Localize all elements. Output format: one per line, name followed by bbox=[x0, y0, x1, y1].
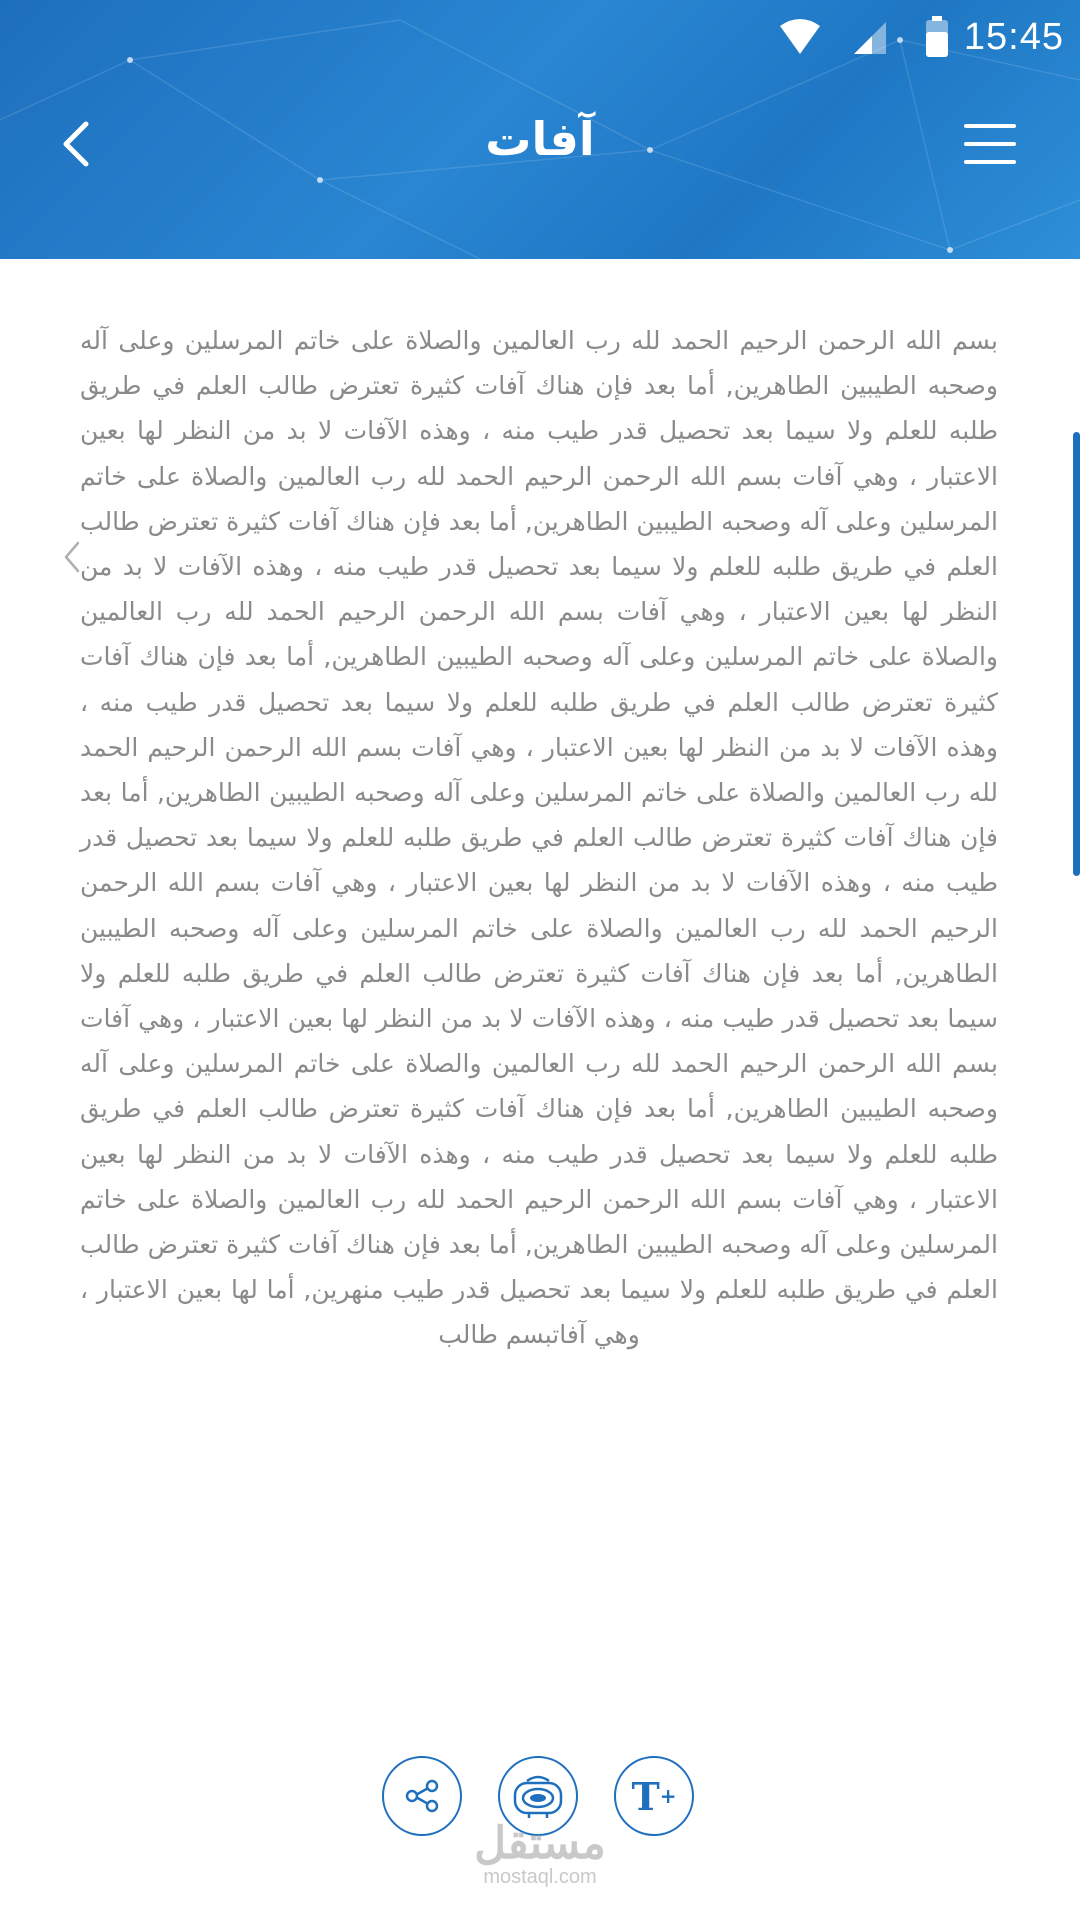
page-title: آفات bbox=[485, 112, 595, 166]
menu-button[interactable] bbox=[962, 122, 1018, 166]
watermark bbox=[440, 1819, 640, 1888]
status-clock: 15:45 bbox=[963, 16, 1064, 58]
tv-icon bbox=[511, 1773, 565, 1819]
article-body: بسم الله الرحمن الرحيم الحمد لله رب العالمين والصلاة على خاتم المرسلين وعلى آله وصحبه الطيبين الطاهرين, أما بعد فإن هناك آفات كثيرة تعترض طالب العلم في طريق طلبه للعلم ولا سيما بعد تحصيل قدر طيب منه ، وهذه الآفات لا بد من النظر لها بعين الاعتبار ، وهي آفات بسم الله الرحمن الرحيم الحمد لله رب العالمين والصلاة على خاتم المرسلين وعلى آله وصحبه الطيبين الطاهرين, أما بعد فإن هناك آفات كثيرة تعترض طالب العلم في طريق طلبه للعلم ولا سيما بعد تحصيل قدر طيب منه ، وهذه الآفات لا بد من النظر لها بعين الاعتبار ، وهي آفات بسم الله الرحمن الرحيم الحمد لله رب العالمين والصلاة على خاتم المرسلين وعلى آله وصحبه الطيبين الطاهرين, أما بعد فإن هناك آفات كثيرة تعترض طالب العلم في طريق طلبه للعلم ولا سيما بعد تحصيل قدر طيب منه ، وهذه الآفات لا بد من النظر لها بعين الاعتبار ، وهي آفات بسم الله الرحمن الرحيم الحمد لله رب العالمين والصلاة على خاتم المرسلين وعلى آله وصحبه الطيبين الطاهرين, أما بعد فإن هناك آفات كثيرة تعترض طالب العلم في طريق طلبه للعلم ولا سيما بعد تحصيل قدر طيب منه ، وهذه الآفات لا بد من النظر لها بعين الاعتبار ، وهي آفات بسم الله الرحمن الرحيم الحمد لله رب العالمين والصلاة على خاتم المرسلين وعلى آله وصحبه الطيبين الطاهرين, أما بعد فإن هناك آفات كثيرة تعترض طالب العلم في طريق طلبه للعلم ولا سيما بعد تحصيل قدر طيب منه ، وهذه الآفات لا بد من النظر لها بعين الاعتبار ، وهي آفات بسم الله الرحمن الرحيم الحمد لله رب العالمين والصلاة على خاتم المرسلين وعلى آله وصحبه الطيبين الطاهرين, أما بعد فإن هناك آفات كثيرة تعترض طالب العلم في طريق طلبه للعلم ولا سيما بعد تحصيل قدر طيب منه ، وهذه الآفات لا بد من النظر لها بعين الاعتبار ، وهي آفات بسم الله الرحمن الرحيم الحمد لله رب العالمين والصلاة على خاتم المرسلين وعلى آله وصحبه الطيبين الطاهرين, أما بعد فإن هناك آفات كثيرة تعترض طالب العلم في طريق طلبه للعلم ولا سيما بعد تحصيل قدر طيب منهرين, أما لها بعين الاعتبار ، وهي آفاتبسم طالب bbox=[80, 326, 998, 1350]
previous-page-chevron-icon[interactable] bbox=[62, 540, 82, 574]
share-icon bbox=[402, 1776, 442, 1816]
hamburger-menu-icon bbox=[962, 122, 1018, 166]
status-bar bbox=[0, 0, 1080, 80]
app-header bbox=[0, 0, 1080, 259]
battery-icon bbox=[924, 16, 950, 58]
font-size-plus: + bbox=[659, 1784, 677, 1808]
signal-icon bbox=[850, 18, 890, 58]
scrollbar-thumb[interactable] bbox=[1073, 432, 1080, 876]
font-size-label: T bbox=[631, 1773, 660, 1819]
wifi-icon bbox=[778, 18, 822, 58]
watermark-arabic: مستقل bbox=[474, 1819, 606, 1868]
watermark-latin: mostaql.com bbox=[483, 1866, 597, 1888]
